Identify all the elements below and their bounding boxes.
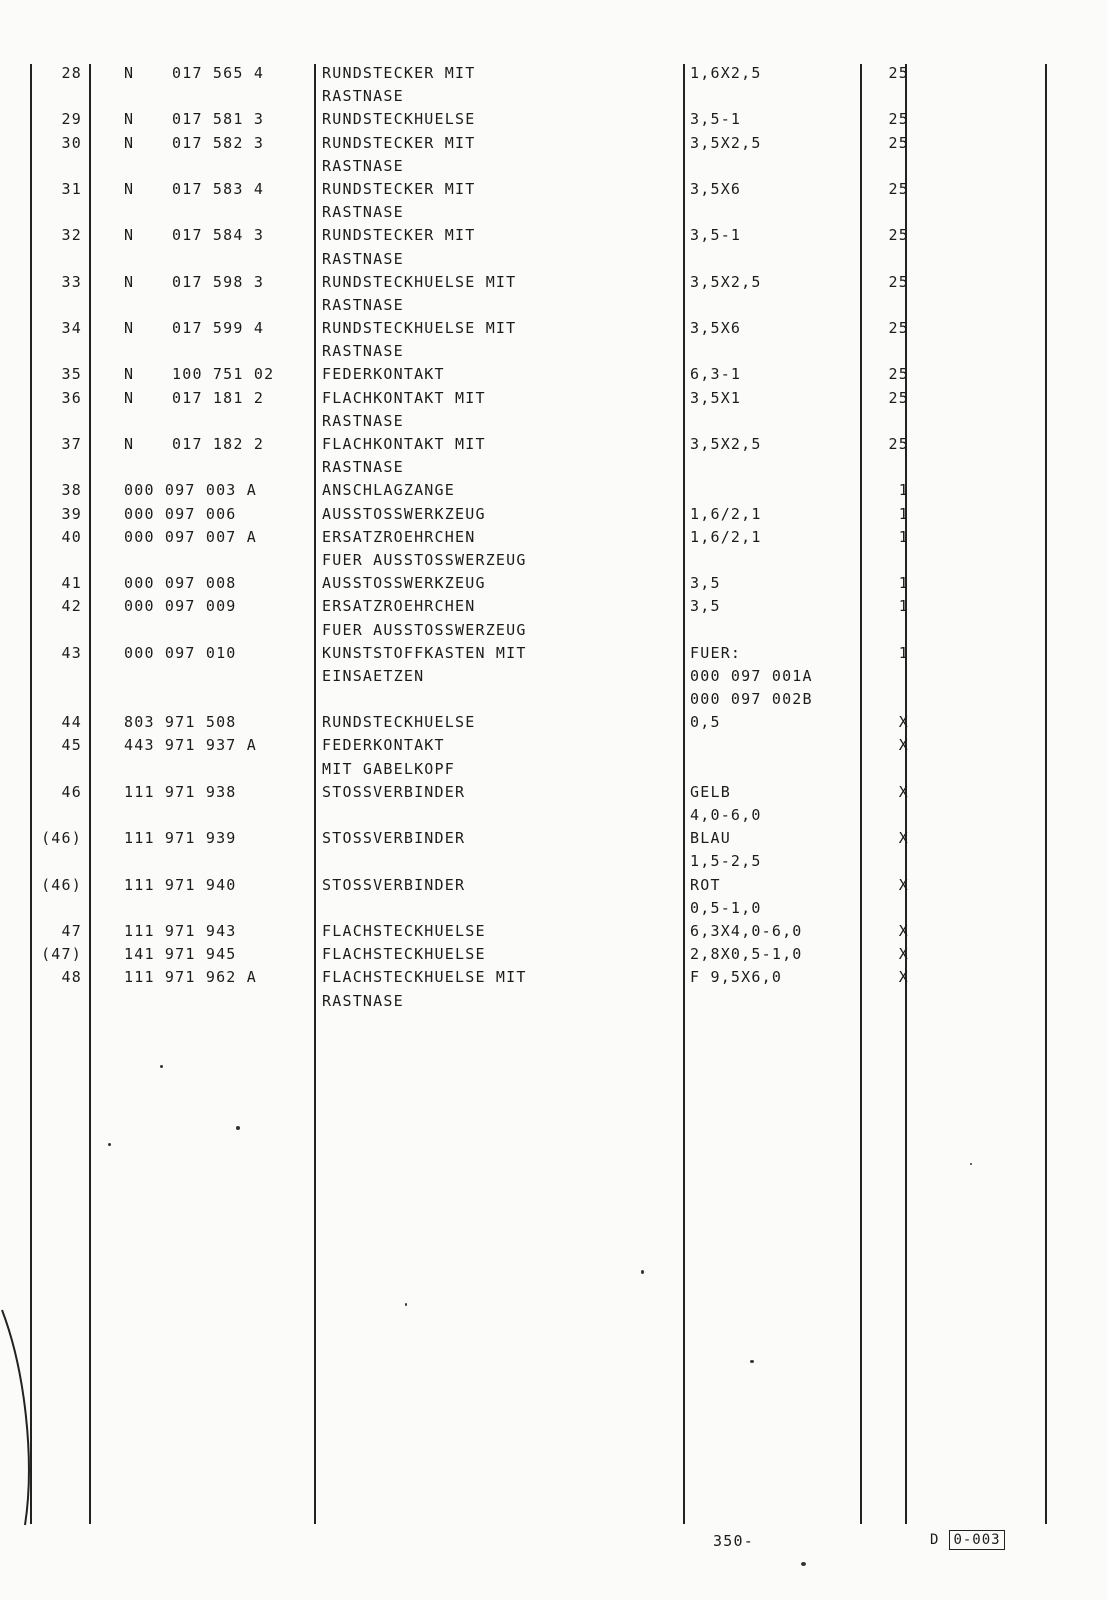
description: FLACHKONTAKT MIT (322, 435, 486, 453)
position-number: 46 (61, 782, 82, 801)
part-number: 017 584 3 (172, 226, 265, 245)
dimension: FUER: (690, 643, 742, 662)
table-row (0, 874, 1107, 897)
n-marker: N (124, 110, 135, 129)
description: RASTNASE (322, 342, 404, 361)
quantity: 25 (888, 133, 909, 152)
page-number: 350- (713, 1532, 754, 1550)
position-number: 32 (61, 226, 82, 245)
description: ERSATZROEHRCHEN (322, 527, 476, 546)
quantity: 25 (888, 388, 909, 407)
part-number: 111 971 938 (124, 782, 237, 801)
table-row (0, 85, 1107, 108)
dimension: 000 097 002B (690, 690, 813, 709)
position-number: (46) (41, 829, 82, 848)
table-row (0, 503, 1107, 526)
part-number: 017 182 2 (172, 435, 265, 453)
position-number: 37 (61, 435, 82, 453)
dimension: 3,5 (690, 574, 721, 593)
table-row (0, 990, 1107, 1013)
part-number: 141 971 945 (124, 945, 237, 964)
quantity: 25 (888, 64, 909, 82)
dimension: 3,5X2,5 (690, 435, 762, 453)
table-row (0, 734, 1107, 757)
description: KUNSTSTOFFKASTEN MIT (322, 643, 527, 662)
table-row (0, 943, 1107, 966)
description: RASTNASE (322, 458, 404, 477)
table-row (0, 549, 1107, 572)
part-number: 111 971 943 (124, 921, 237, 940)
position-number: 40 (61, 527, 82, 546)
dimension: 3,5X1 (690, 388, 742, 407)
dimension: 3,5X6 (690, 179, 742, 198)
description: RUNDSTECKHUELSE (322, 713, 476, 732)
scan-speck (160, 1065, 163, 1068)
part-number: 017 599 4 (172, 319, 265, 338)
position-number: 44 (61, 713, 82, 732)
dimension: 3,5X2,5 (690, 133, 762, 152)
dimension: 0,5 (690, 713, 721, 732)
part-number: 000 097 008 (124, 574, 237, 593)
part-number: 000 097 010 (124, 643, 237, 662)
position-number: 34 (61, 319, 82, 338)
quantity: 25 (888, 435, 909, 453)
dimension: 1,6/2,1 (690, 504, 762, 523)
n-marker: N (124, 64, 135, 82)
document-code (930, 1530, 1005, 1550)
part-number: 017 582 3 (172, 133, 265, 152)
position-number: 30 (61, 133, 82, 152)
table-row (0, 827, 1107, 850)
description: RASTNASE (322, 991, 404, 1010)
part-number: 803 971 508 (124, 713, 237, 732)
description: FEDERKONTAKT (322, 365, 445, 384)
table-row (0, 781, 1107, 804)
table-row (0, 688, 1107, 711)
description: RUNDSTECKHUELSE MIT (322, 272, 517, 291)
description: RUNDSTECKER MIT (322, 133, 476, 152)
quantity: 1 (898, 504, 909, 523)
description: AUSSTOSSWERKZEUG (322, 574, 486, 593)
dimension: 3,5-1 (690, 110, 742, 129)
part-number: 017 181 2 (172, 388, 265, 407)
description: FLACHSTECKHUELSE (322, 945, 486, 964)
position-number: 39 (61, 504, 82, 523)
part-number: 443 971 937 A (124, 736, 257, 755)
part-number: 100 751 02 (172, 365, 275, 384)
dimension: 2,8X0,5-1,0 (690, 945, 803, 964)
description: MIT GABELKOPF (322, 759, 455, 778)
quantity: X (898, 968, 909, 987)
table-row (0, 271, 1107, 294)
n-marker: N (124, 319, 135, 338)
dimension: GELB (690, 782, 731, 801)
quantity: X (898, 736, 909, 755)
quantity: 1 (898, 597, 909, 616)
dimension: 1,6/2,1 (690, 527, 762, 546)
position-number: 42 (61, 597, 82, 616)
quantity: 25 (888, 179, 909, 198)
quantity: X (898, 782, 909, 801)
description: RUNDSTECKER MIT (322, 226, 476, 245)
table-row (0, 248, 1107, 271)
position-number: 41 (61, 574, 82, 593)
description: STOSSVERBINDER (322, 829, 466, 848)
description: RUNDSTECKER MIT (322, 179, 476, 198)
table-row (0, 224, 1107, 247)
position-number: 47 (61, 921, 82, 940)
description: AUSSTOSSWERKZEUG (322, 504, 486, 523)
position-number: 48 (61, 968, 82, 987)
position-number: (47) (41, 945, 82, 964)
position-number: 43 (61, 643, 82, 662)
dimension: 6,3X4,0-6,0 (690, 921, 803, 940)
description: EINSAETZEN (322, 666, 425, 685)
part-number: 111 971 939 (124, 829, 237, 848)
dimension: 3,5-1 (690, 226, 742, 245)
description: RUNDSTECKER MIT (322, 64, 476, 82)
description: RASTNASE (322, 249, 404, 268)
table-row (0, 433, 1107, 456)
margin-mark (0, 1300, 40, 1530)
table-row (0, 410, 1107, 433)
position-number: (46) (41, 875, 82, 894)
dimension: 6,3-1 (690, 365, 742, 384)
scan-speck (641, 1270, 644, 1274)
position-number: 31 (61, 179, 82, 198)
description: RASTNASE (322, 295, 404, 314)
table-row (0, 665, 1107, 688)
table-row (0, 850, 1107, 873)
n-marker: N (124, 365, 135, 384)
scan-speck (750, 1360, 754, 1363)
table-row (0, 758, 1107, 781)
quantity: 1 (898, 527, 909, 546)
dimension: F 9,5X6,0 (690, 968, 783, 987)
table-row (0, 642, 1107, 665)
table-row (0, 155, 1107, 178)
description: RASTNASE (322, 203, 404, 222)
position-number: 35 (61, 365, 82, 384)
table-row (0, 711, 1107, 734)
scan-speck (236, 1126, 240, 1130)
n-marker: N (124, 226, 135, 245)
revision-code: 0-003 (949, 1530, 1004, 1550)
table-row (0, 572, 1107, 595)
part-number: 000 097 007 A (124, 527, 257, 546)
description: RUNDSTECKHUELSE MIT (322, 319, 517, 338)
dimension: 1,5-2,5 (690, 852, 762, 871)
part-number: 000 097 003 A (124, 481, 257, 500)
quantity: 1 (898, 574, 909, 593)
table-row (0, 920, 1107, 943)
description: FLACHSTECKHUELSE MIT (322, 968, 527, 987)
part-number: 017 583 4 (172, 179, 265, 198)
description: ERSATZROEHRCHEN (322, 597, 476, 616)
parts-table (0, 62, 1107, 1013)
table-row (0, 294, 1107, 317)
quantity: 25 (888, 272, 909, 291)
dimension: ROT (690, 875, 721, 894)
quantity: 1 (898, 481, 909, 500)
description: STOSSVERBINDER (322, 875, 466, 894)
position-number: 29 (61, 110, 82, 129)
position-number: 36 (61, 388, 82, 407)
description: ANSCHLAGZANGE (322, 481, 455, 500)
quantity: X (898, 875, 909, 894)
quantity: 25 (888, 319, 909, 338)
table-row (0, 897, 1107, 920)
description: FUER AUSSTOSSWERZEUG (322, 620, 527, 639)
table-row (0, 387, 1107, 410)
dimension: 3,5X2,5 (690, 272, 762, 291)
quantity: 25 (888, 365, 909, 384)
scan-speck (801, 1562, 806, 1566)
description: STOSSVERBINDER (322, 782, 466, 801)
table-row (0, 526, 1107, 549)
quantity: 25 (888, 226, 909, 245)
quantity: X (898, 713, 909, 732)
table-row (0, 456, 1107, 479)
dimension: 3,5X6 (690, 319, 742, 338)
n-marker: N (124, 133, 135, 152)
part-number: 017 565 4 (172, 64, 265, 82)
description: FLACHKONTAKT MIT (322, 388, 486, 407)
language-code: D (930, 1532, 940, 1548)
description: RASTNASE (322, 87, 404, 106)
table-row (0, 966, 1107, 989)
n-marker: N (124, 388, 135, 407)
scan-speck (108, 1143, 111, 1146)
table-row (0, 804, 1107, 827)
dimension: 0,5-1,0 (690, 898, 762, 917)
dimension: 1,6X2,5 (690, 64, 762, 82)
scan-speck (970, 1163, 972, 1165)
n-marker: N (124, 435, 135, 453)
table-row (0, 479, 1107, 502)
scan-speck (405, 1303, 407, 1306)
dimension: 4,0-6,0 (690, 806, 762, 824)
dimension: 000 097 001A (690, 666, 813, 685)
part-number: 000 097 006 (124, 504, 237, 523)
description: RUNDSTECKHUELSE (322, 110, 476, 129)
table-row (0, 619, 1107, 642)
description: FUER AUSSTOSSWERZEUG (322, 550, 527, 569)
table-row (0, 108, 1107, 131)
table-row (0, 595, 1107, 618)
description: FEDERKONTAKT (322, 736, 445, 755)
quantity: X (898, 829, 909, 848)
part-number: 017 581 3 (172, 110, 265, 129)
part-number: 017 598 3 (172, 272, 265, 291)
quantity: 25 (888, 110, 909, 129)
table-row (0, 201, 1107, 224)
quantity: X (898, 945, 909, 964)
position-number: 38 (61, 481, 82, 500)
quantity: 1 (898, 643, 909, 662)
dimension: BLAU (690, 829, 731, 848)
table-row (0, 178, 1107, 201)
position-number: 28 (61, 64, 82, 82)
description: RASTNASE (322, 156, 404, 175)
table-row (0, 317, 1107, 340)
table-row (0, 363, 1107, 386)
part-number: 000 097 009 (124, 597, 237, 616)
table-row (0, 62, 1107, 85)
part-number: 111 971 940 (124, 875, 237, 894)
n-marker: N (124, 179, 135, 198)
quantity: X (898, 921, 909, 940)
description: FLACHSTECKHUELSE (322, 921, 486, 940)
table-row (0, 132, 1107, 155)
position-number: 45 (61, 736, 82, 755)
table-row (0, 340, 1107, 363)
n-marker: N (124, 272, 135, 291)
position-number: 33 (61, 272, 82, 291)
description: RASTNASE (322, 411, 404, 430)
dimension: 3,5 (690, 597, 721, 616)
part-number: 111 971 962 A (124, 968, 257, 987)
